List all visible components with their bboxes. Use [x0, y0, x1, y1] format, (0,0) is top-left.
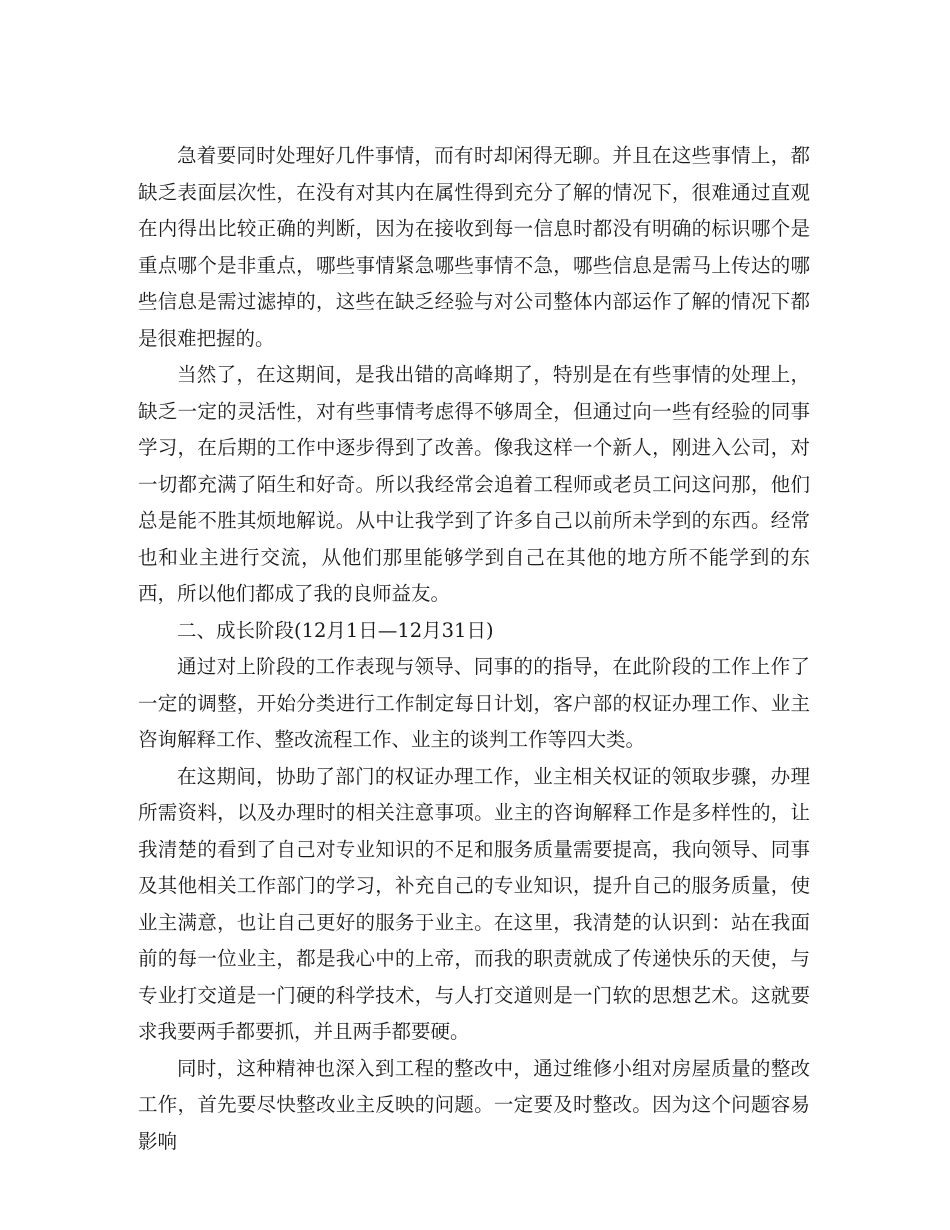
paragraph: 通过对上阶段的工作表现与领导、同事的的指导，在此阶段的工作上作了一定的调整，开始分类进行工作制定每日计划，客户部的权证办理工作、业主咨询解释工作、整改流程工作、业主的谈判工作等四大类。 [138, 655, 810, 751]
paragraph: 同时，这种精神也深入到工程的整改中，通过维修小组对房屋质量的整改工作，首先要尽快整改业主反映的问题。一定要及时整改。因为这个问题容易影响 [138, 1056, 810, 1153]
paragraph: 当然了，在这期间，是我出错的高峰期了，特别是在有些事情的处理上，缺乏一定的灵活性，对有些事情考虑得不够周全，但通过向一些有经验的同事学习，在后期的工作中逐步得到了改善。像我这样一个新人，刚进入公司，对一切都充满了陌生和好奇。所以我经常会追着工程师或老员工问这问那，他们总是能不胜其烦地解说。从中让我学到了许多自己以前所未学到的东西。经常也和业主进行交流，从他们那里能够学到自己在其他的地方所不能学到的东西，所以他们都成了我的良师益友。 [138, 363, 810, 605]
paragraph: 在这期间，协助了部门的权证办理工作，业主相关权证的领取步骤，办理所需资料，以及办理时的相关注意事项。业主的咨询解释工作是多样性的，让我清楚的看到了自己对专业知识的不足和服务质量需要提高，我向领导、同事及其他相关工作部门的学习，补充自己的专业知识，提升自己的服务质量，使业主满意，也让自己更好的服务于业主。在这里，我清楚的认识到：站在我面前的每一位业主，都是我心中的上帝，而我的职责就成了传递快乐的天使，与专业打交道是一门硬的科学技术，与人打交道则是一门软的思想艺术。这就要求我要两手都要抓，并且两手都要硬。 [138, 764, 810, 1043]
section-heading: 二、成长阶段(12月1日—12月31日) [177, 618, 494, 642]
paragraph: 急着要同时处理好几件事情，而有时却闲得无聊。并且在这些事情上，都缺乏表面层次性，在没有对其内在属性得到充分了解的情况下，很难通过直观在内得出比较正确的判断，因为在接收到每一信息时都没有明确的标识哪个是重点哪个是非重点，哪些事情紧急哪些事情不急，哪些信息是需马上传达的哪些信息是需过滤掉的，这些在缺乏经验与对公司整体内部运作了解的情况下都是很难把握的。 [138, 144, 810, 350]
document-body [138, 138, 810, 1160]
